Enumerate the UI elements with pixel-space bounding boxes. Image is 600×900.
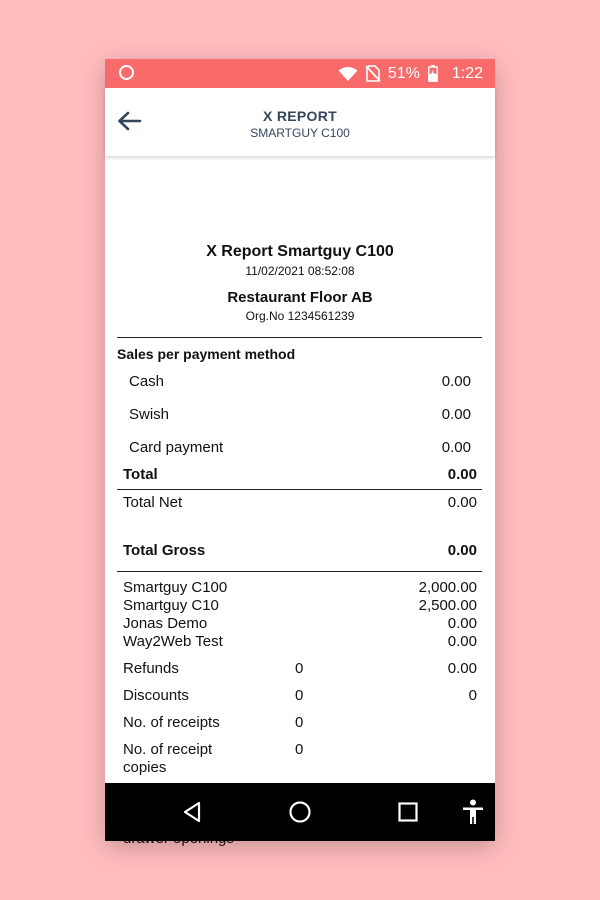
report-title: X Report Smartguy C100 [206,243,394,260]
wifi-icon [338,66,358,82]
stat-label-receipt-copies: No. of receipt [123,741,213,758]
device-label: Smartguy C10 [123,597,219,614]
device-value: 0.00 [447,615,477,632]
device-label: Way2Web Test [123,633,223,650]
total-value: 0.00 [447,466,477,483]
nav-back-icon[interactable] [181,801,203,823]
record-icon [119,65,134,80]
stat-count: 0 [295,714,304,731]
phone-screen [105,59,495,841]
device-value: 2,500.00 [418,597,477,614]
accessibility-icon[interactable] [462,799,484,825]
device-value: 0.00 [447,633,477,650]
nav-home-icon[interactable] [289,801,311,823]
payment-label-cash: Cash [129,373,165,390]
stat-label-discounts: Discounts [123,687,189,704]
device-value: 2,000.00 [418,579,477,596]
divider [117,337,482,338]
no-sim-icon [366,65,380,82]
divider [117,489,482,490]
stat-count: 0 [295,660,304,677]
battery-icon [428,65,438,82]
divider [117,571,482,572]
device-label: Jonas Demo [123,615,208,632]
stat-count: 0 [295,741,304,758]
payment-value-cash: 0.00 [441,373,471,390]
stat-label-receipt-copies-line2: copies [123,759,167,776]
total-net-label: Total Net [123,494,183,511]
navigation-bar [105,783,495,841]
stat-label-receipts: No. of receipts [123,714,220,731]
page-title: X REPORT [263,108,337,124]
total-gross-label: Total Gross [123,542,206,559]
status-time: 1:22 [451,64,483,82]
payment-value-card: 0.00 [441,439,471,456]
sales-heading: Sales per payment method [117,346,296,362]
nav-recents-icon[interactable] [398,802,418,822]
page-subtitle: SMARTGUY C100 [250,126,350,140]
total-label: Total [123,466,158,483]
payment-value-swish: 0.00 [441,406,471,423]
battery-percent: 51% [387,64,420,82]
report-datetime: 11/02/2021 08:52:08 [245,264,355,278]
company-name: Restaurant Floor AB [227,289,373,306]
stat-value: 0.00 [447,660,477,677]
device-label: Smartguy C100 [123,579,228,596]
payment-label-swish: Swish [129,406,170,423]
stat-label-refunds: Refunds [123,660,179,677]
app-bar [105,88,495,156]
stat-count: 0 [295,687,304,704]
payment-label-card: Card payment [129,439,224,456]
total-net-value: 0.00 [447,494,477,511]
status-bar [105,59,495,88]
report-content[interactable] [105,156,495,783]
stat-value: 0 [468,687,477,704]
total-gross-value: 0.00 [447,542,477,559]
org-number: Org.No 1234561239 [245,309,355,323]
